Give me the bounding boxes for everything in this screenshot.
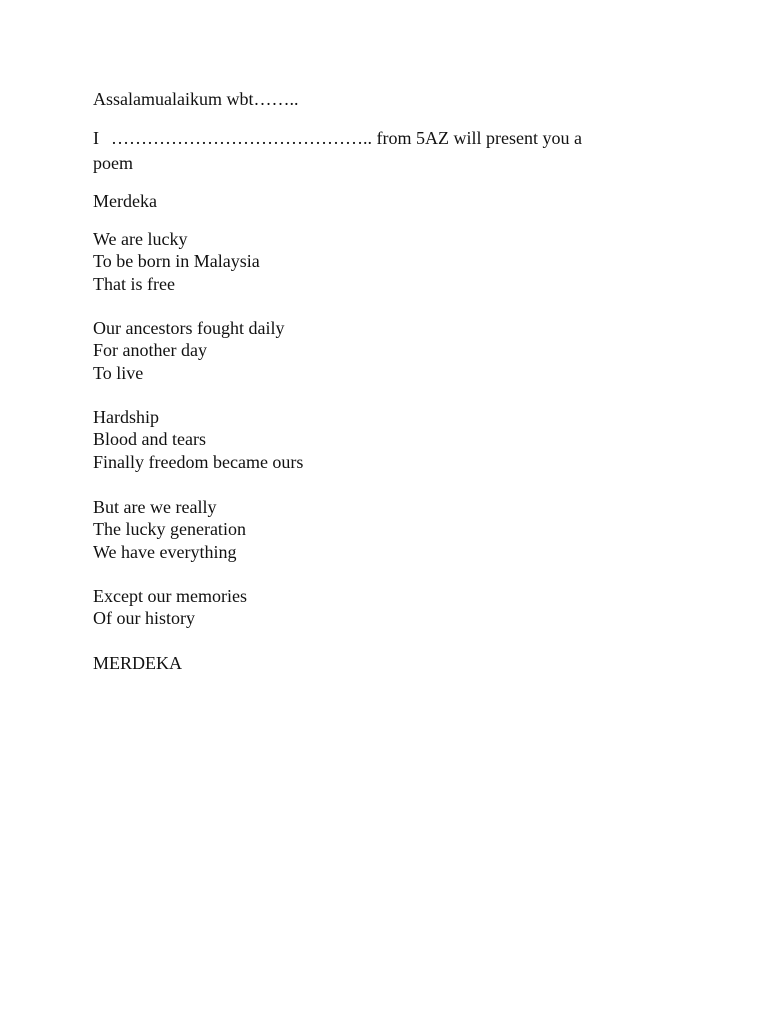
intro-line-1 — [93, 126, 653, 151]
poem-line: Blood and tears — [93, 429, 206, 450]
poem-line: To live — [93, 362, 144, 383]
greeting-line: Assalamualaikum wbt…….. — [93, 89, 299, 109]
poem-title: Merdeka — [93, 191, 157, 211]
closing-line: MERDEKA — [93, 653, 182, 673]
poem-line: To be born in Malaysia — [93, 251, 260, 272]
stanza-5 — [93, 585, 247, 630]
poem-line: But are we really — [93, 497, 217, 517]
stanza-4 — [93, 496, 246, 563]
poem-line: For another day — [93, 340, 207, 361]
poem-line: That is free — [93, 273, 175, 294]
intro-line-1-rest: from 5AZ will present you a — [372, 128, 582, 148]
intro-paragraph — [93, 126, 653, 176]
stanza-3 — [93, 406, 303, 473]
poem-line: The lucky generation — [93, 519, 246, 540]
stanza-2 — [93, 317, 284, 384]
intro-line-2: poem — [93, 153, 133, 173]
poem-line: Finally freedom became ours — [93, 451, 304, 472]
poem-line: We are lucky — [93, 229, 188, 249]
poem-line: Hardship — [93, 407, 159, 427]
poem-line: Of our history — [93, 608, 195, 629]
stanza-1 — [93, 228, 260, 295]
intro-name-prefix: I — [93, 128, 99, 148]
poem-line: We have everything — [93, 541, 237, 562]
poem-line: Our ancestors fought daily — [93, 318, 285, 338]
poem-line: Except our memories — [93, 586, 247, 606]
intro-name-blank: …………………………………….. — [111, 128, 372, 148]
